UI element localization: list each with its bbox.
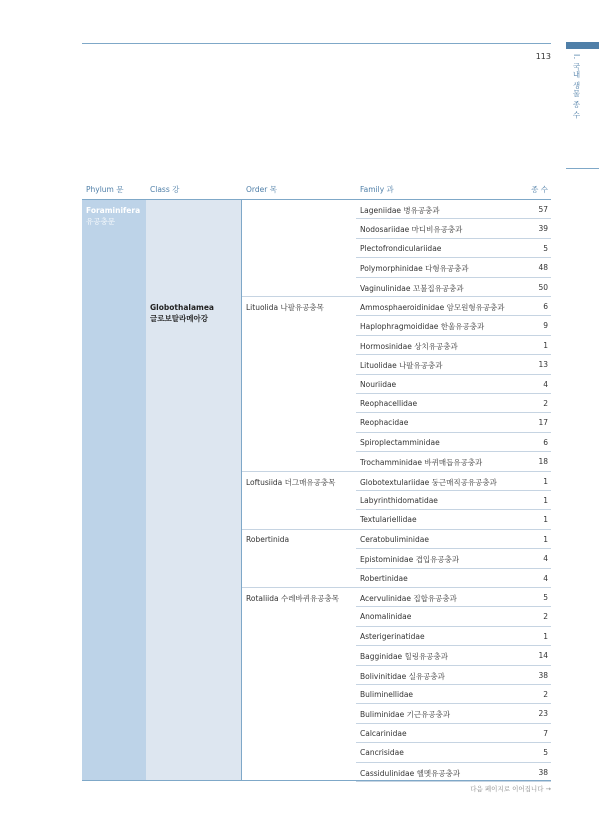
species-count: 17 [538,418,548,428]
phylum-korean: 유공충문 [86,217,115,226]
table-row [356,549,551,568]
table-row [356,666,551,685]
table-row [356,472,551,491]
family-name: Nouriidae [360,379,397,389]
family-name: Labyrinthidomatidae [360,496,438,505]
table-row [356,278,551,297]
table-row [356,219,551,238]
species-count: 48 [538,263,548,273]
species-count: 1 [543,340,548,350]
header-order: Order 목 [246,185,277,194]
family-name: Epistominidae 겹입유공충과 [360,555,460,565]
species-count: 1 [543,496,548,505]
table-row [356,239,551,258]
species-count: 23 [538,709,548,719]
chapter-tab-rule [566,168,599,169]
order-divider [242,587,356,588]
family-name: Buliminellidae [360,690,414,699]
phylum-latin: Foraminifera [86,206,141,215]
bottom-rule [82,780,551,781]
species-count: 38 [538,670,548,680]
family-name: Anomalinidae [360,612,412,622]
species-count: 4 [543,554,548,564]
species-count: 50 [538,282,548,292]
species-count: 7 [543,728,548,738]
order-name: Lituolida 나팔유공충목 [246,303,324,312]
table-row [356,530,551,549]
table-row [356,297,551,316]
page-number: 113 [535,52,551,61]
table-row [356,607,551,626]
family-name: Polymorphinidae 다형유공충과 [360,264,469,274]
family-name: Bagginidae 힐링유공충과 [360,652,449,662]
top-rule [82,43,551,44]
table-row [356,685,551,704]
species-count: 38 [538,767,548,777]
class-korean: 글로보탈라메아강 [150,314,208,323]
family-name: Globotextulariidae 둥근매직공유공충과 [360,477,497,487]
species-count: 6 [543,437,548,447]
table-row [356,355,551,374]
species-count: 5 [543,243,548,253]
family-name: Lituolidae 나팔유공충과 [360,361,443,371]
class-column [146,200,241,781]
table-row [356,724,551,743]
species-count: 5 [543,748,548,758]
family-name: Textulariellidae [360,515,417,525]
table-row [356,452,551,471]
species-count: 1 [543,631,548,641]
chapter-tab-bar [566,42,599,49]
species-count: 9 [543,321,548,331]
phylum-column [82,200,146,781]
header-family: Family 과 [360,185,394,194]
species-count: 2 [543,612,548,622]
order-name: Rotaliida 수레바퀴유공충목 [246,594,339,603]
family-name: Acervulinidae 집합유공충과 [360,594,457,603]
table-row [356,627,551,646]
species-count: 5 [543,593,548,602]
family-name: Buliminidae 기근유공충과 [360,710,451,720]
table-row [356,375,551,394]
family-name: Cancrisidae [360,748,404,758]
chapter-tab-label: I. 국내 생물 종 수 [572,54,581,120]
species-count: 1 [543,476,548,486]
column-divider [241,200,242,781]
row-divider [356,781,551,782]
species-count: 4 [543,379,548,389]
class-cell [150,302,214,324]
family-name: Reophacellidae [360,399,418,408]
table-row [356,743,551,762]
family-name: Trochamminidae 바퀴매듭유공충과 [360,458,483,468]
family-name: Asterigerinatidae [360,631,425,641]
family-name: Ceratobuliminidae [360,534,429,544]
family-name: Reophacidae [360,418,409,428]
order-divider [242,296,356,297]
family-name: Cassidulinidae 헬멧유공충과 [360,768,461,778]
table-row [356,258,551,277]
table-row [356,336,551,355]
family-name: Ammosphaeroidinidae 암모원형유공충과 [360,303,505,312]
family-name: Plectofrondiculariidae [360,243,442,253]
species-count: 39 [538,224,548,234]
table-row [356,200,551,219]
table-row [356,433,551,452]
table-row [356,510,551,529]
order-divider [242,471,356,472]
continued-note: 다음 페이지로 이어집니다 → [470,785,551,793]
family-name: Haplophragmoididae 한울유공충과 [360,322,485,332]
header-class: Class 강 [150,185,180,194]
species-count: 18 [538,457,548,467]
family-name: Vaginulinidae 꼬불집유공충과 [360,283,464,293]
order-divider [242,529,356,530]
species-count: 6 [543,302,548,311]
table-row [356,704,551,723]
table-row [356,491,551,510]
family-name: Bolivinitidae 실유공충과 [360,671,445,681]
table-row [356,646,551,665]
family-name: Spiroplectamminidae [360,437,440,447]
species-count: 57 [538,205,548,214]
family-name: Calcarinidae [360,728,407,738]
family-name: Hormosinidae 상치유공충과 [360,341,458,351]
header-count: 종 수 [531,185,548,194]
class-latin: Globothalamea [150,303,214,312]
table-row [356,588,551,607]
species-count: 2 [543,399,548,408]
table-row [356,316,551,335]
table-row [356,413,551,432]
species-count: 13 [538,360,548,370]
header-phylum: Phylum 문 [86,185,124,194]
species-count: 1 [543,534,548,544]
phylum-cell [86,205,140,227]
family-name: Robertinidae [360,573,408,583]
species-count: 1 [543,515,548,525]
table-row [356,394,551,413]
family-name: Lageniidae 병유공충과 [360,206,440,215]
species-count: 4 [543,573,548,583]
order-name: Loftusiida 더그매유공충목 [246,477,336,487]
family-name: Nodosariidae 마디비유공충과 [360,225,463,235]
table-header [82,182,551,200]
order-name: Robertinida [246,534,290,544]
table-row [356,569,551,588]
species-count: 2 [543,690,548,699]
species-count: 14 [538,651,548,661]
